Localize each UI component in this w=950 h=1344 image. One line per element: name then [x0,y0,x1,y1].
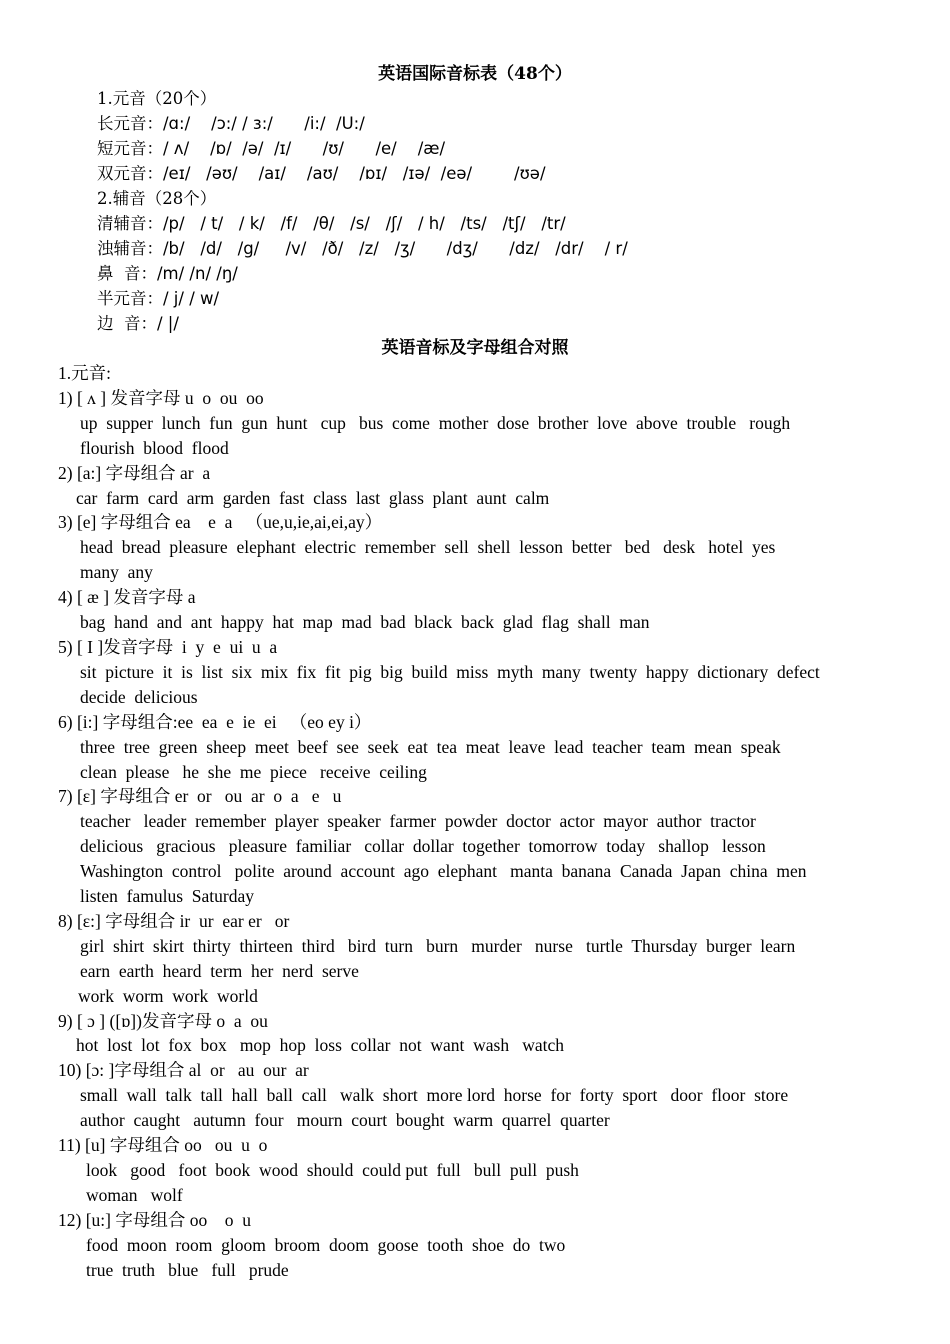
example-words-line: girl shirt skirt thirty thirteen third bird turn burn murder nurse turtle Thursday burger learn [80,935,796,956]
example-words-line: many any [80,562,153,583]
phonetic-row-label: 清辅音： [97,214,163,233]
example-words-line: clean please he she me piece receive ceiling [80,761,427,782]
phonetic-row-label: 鼻 音： [97,264,157,283]
phonetic-symbols: /ɑ:/ /ɔ:/ / ɜ:/ /i:/ /U:/ [163,114,365,133]
example-words-line: look good foot book wood should could put full bull pull push [86,1160,579,1180]
section-title: 英语音标及字母组合对照 [381,338,569,358]
phonetic-row [97,161,628,186]
phonetic-symbols: /b/ /d/ /g/ /v/ /ð/ /z/ /ʒ/ /dʒ/ /dz/ /dr/ / r/ [163,239,628,258]
phonetic-row [97,136,628,161]
example-words-line: small wall talk tall hall ball call walk short more lord horse for forty sport door floor store [80,1085,789,1106]
example-words-line: sit picture it is list six mix fix fit pig big build miss myth many twenty happy dictionary defect [80,661,820,682]
phonetic-row [97,186,628,211]
example-words-line: flourish blood flood [80,437,229,458]
example-words-line: earn earth heard term her nerd serve [80,960,359,981]
example-words-line: work worm work world [78,985,258,1006]
example-words-line: up supper lunch fun gun hunt cup bus come mother dose brother love above trouble rough [80,412,791,433]
example-words-line: head bread pleasure elephant electric remember sell shell lesson better bed desk hotel yes [80,537,776,558]
example-words-line: decide delicious [80,686,198,707]
phonetic-symbols: / |/ [157,314,179,333]
phonetic-row [97,211,628,236]
section-heading-line: 6) [i:] 字母组合:ee ea e ie ei （eo ey i） [58,711,372,732]
phonetic-row-label: 长元音： [97,114,163,133]
example-words-line: hot lost lot fox box mop hop loss collar not want wash watch [76,1035,565,1056]
phonetic-symbols: /eɪ/ /əʊ/ /aɪ/ /aʊ/ /ɒɪ/ /ɪə/ /eə/ /ʊə/ [163,164,546,183]
example-words-line: woman wolf [86,1184,183,1205]
section-heading-line: 4) [ æ ] 发音字母 a [58,587,196,608]
section-heading-line: 1.元音: [58,363,111,383]
example-words-line: teacher leader remember player speaker farmer powder doctor actor mayor author tractor [80,811,756,832]
phonetic-symbols: /p/ / t/ / k/ /f/ /θ/ /s/ /ʃ/ / h/ /ts/ /tʃ/ /tr/ [163,214,566,233]
page-title: 英语国际音标表（48个） [378,64,572,84]
example-words-line: true truth blue full prude [86,1259,289,1280]
example-words-line: Washington control polite around account ago elephant manta banana Canada Japan china men [80,861,807,882]
section-heading-line: 9) [ ɔ ] ([ɒ])发音字母 o a ou [58,1010,268,1031]
phonetic-row-label: 双元音： [97,164,163,183]
phonetic-row [97,261,628,286]
phonetic-row-label: 浊辅音： [97,239,163,258]
section-heading-line: 5) [ I ]发音字母 i y e ui u a [58,636,278,657]
section-heading-line: 12) [u:] 字母组合 oo o u [58,1209,251,1230]
example-words-line: listen famulus Saturday [80,886,255,907]
example-words-line: three tree green sheep meet beef see seek eat tea meat leave lead teacher team mean speak [80,736,781,757]
phonetic-row-label: 半元音： [97,289,163,308]
example-words-line: bag hand and ant happy hat map mad bad black back glad flag shall man [80,612,650,633]
phonetic-row-label: 1.元音（20个） [97,89,217,108]
example-words-line: food moon room gloom broom doom goose tooth shoe do two [86,1234,566,1255]
example-words-line: delicious gracious pleasure familiar collar dollar together tomorrow today shallop lesson [80,836,766,857]
section-heading-line: 2) [a:] 字母组合 ar a [58,462,211,483]
phonetic-row-label: 边 音： [97,314,157,333]
example-words-line: author caught autumn four mourn court bought warm quarrel quarter [80,1110,610,1131]
phonetic-row [97,86,628,111]
section-heading-line: 7) [ɛ] 字母组合 er or ou ar o a e u [58,786,342,807]
phonetic-table [97,86,628,336]
phonetic-symbols: /m/ /n/ /ŋ/ [157,264,238,283]
phonetic-row [97,286,628,311]
phonetic-row [97,111,628,136]
document-body [58,361,938,1283]
phonetic-symbols: / j/ / w/ [163,289,220,308]
section-heading-line: 10) [ɔ: ]字母组合 al or au our ar [58,1060,309,1081]
section-heading-line: 11) [u] 字母组合 oo ou u o [58,1135,268,1156]
phonetic-row-label: 短元音： [97,139,163,158]
section-heading-line: 3) [e] 字母组合 ea e a （ue,u,ie,ai,ei,ay） [58,512,383,533]
section-heading-line: 1) [ ʌ ] 发音字母 u o ou oo [58,387,264,408]
example-words-line: car farm card arm garden fast class last glass plant aunt calm [76,487,550,508]
phonetic-symbols: / ʌ/ /ɒ/ /ə/ /ɪ/ /ʊ/ /e/ /æ/ [163,139,446,158]
section-heading-line: 8) [ɛ:] 字母组合 ir ur ear er or [58,910,290,931]
phonetic-row [97,311,628,336]
phonetic-row-label: 2.辅音（28个） [97,189,217,208]
phonetic-row [97,236,628,261]
